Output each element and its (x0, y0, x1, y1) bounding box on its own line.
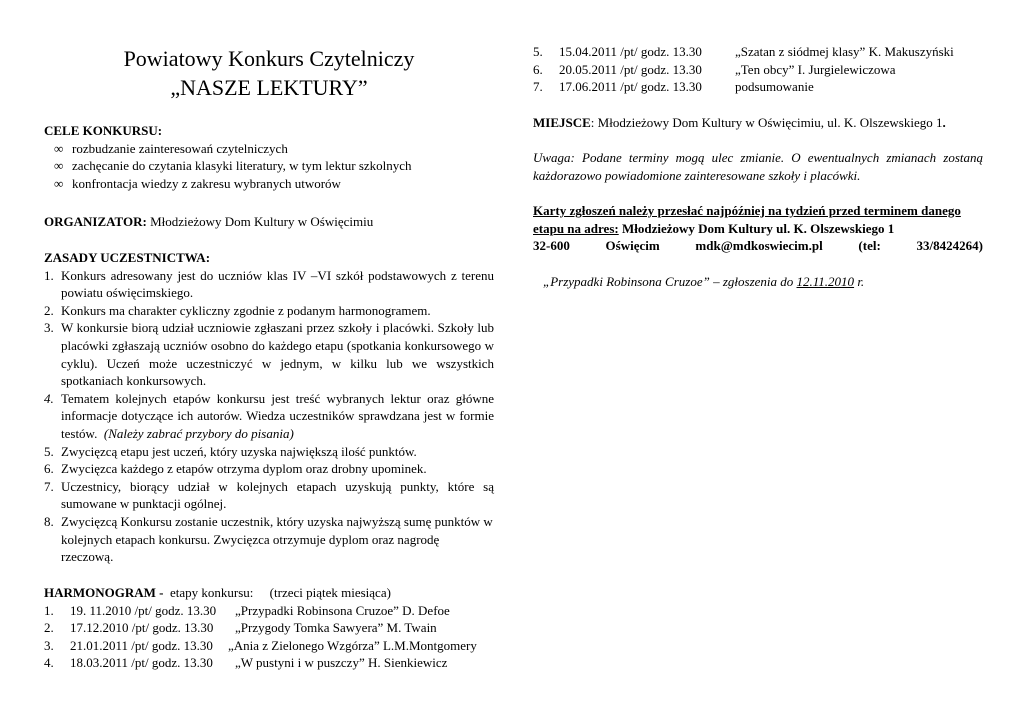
list-item (44, 443, 494, 461)
list-item (44, 267, 494, 302)
zgloszenia-text: „Przypadki Robinsona Cruzoe” – zgłoszenia do (543, 274, 794, 289)
zgloszenia-suffix: r. (857, 274, 865, 289)
infinity-bullet-icon: ∞ (54, 175, 64, 191)
schedule-number: 5. (533, 44, 543, 59)
cele-section (44, 122, 494, 192)
item-text: Zwycięzca każdego z etapów otrzyma dyplom oraz drobny upominek. (61, 461, 427, 477)
karty-line2 (533, 220, 983, 238)
page-title: Powiatowy Konkurs Czytelniczy (123, 46, 415, 71)
organizator-section (44, 213, 494, 231)
schedule-date: 17.06.2011 /pt/ godz. 13.30 (559, 79, 702, 95)
harmonogram-sub: etapy konkursu: (170, 585, 254, 600)
zgloszenia-date: 12.11.2010 (796, 274, 855, 289)
schedule-title: podsumowanie (735, 79, 814, 95)
karty-city: Oświęcim (605, 238, 660, 254)
harmonogram-label: HARMONOGRAM - (44, 585, 164, 600)
item-number: 1. (44, 267, 54, 283)
schedule-title: „Przypadki Robinsona Cruzoe” D. Defoe (235, 602, 450, 618)
item-number: 3. (44, 320, 54, 336)
schedule-row (44, 619, 494, 637)
harmonogram-section (44, 584, 494, 672)
schedule-row (533, 43, 983, 61)
miejsce-end: . (942, 115, 946, 130)
item-number: 4. (44, 390, 54, 406)
page-subtitle: „NASZE LEKTURY” (170, 75, 368, 100)
karty-address: Młodzieżowy Dom Kultury ul. K. Olszewskiego 1 (618, 220, 895, 236)
list-item (44, 460, 494, 478)
schedule-number: 6. (533, 61, 543, 77)
harmonogram-note: (trzeci piątek miesiąca) (269, 585, 391, 600)
miejsce-section (533, 114, 983, 132)
schedule-date: 18.03.2011 /pt/ godz. 13.30 (70, 655, 213, 671)
karty-line2-underlined: etapu na adres: (533, 220, 619, 236)
cele-item (44, 175, 494, 193)
schedule-date: 17.12.2010 /pt/ godz. 13.30 (70, 620, 214, 636)
list-item (44, 478, 494, 513)
item-text: Tematem kolejnych etapów konkursu jest treść wybranych lektur oraz główne informacje dotyczące ich autorów. Wiedza uczestników sprawdzana jest w formie testów. (61, 390, 494, 441)
schedule-row (533, 61, 983, 79)
item-text: Zwycięzcą etapu jest uczeń, który uzyska największą ilość punktów. (61, 443, 417, 459)
karty-section (533, 202, 983, 255)
schedule-title: „Szatan z siódmej klasy” K. Makuszyński (735, 44, 954, 59)
cele-item-text: konfrontacja wiedzy z zakresu wybranych utworów (72, 175, 341, 191)
karty-email: mdk@mdkoswiecim.pl (695, 238, 823, 254)
schedule-title: „Ania z Zielonego Wzgórza” L.M.Montgomery (228, 637, 477, 653)
cele-heading: CELE KONKURSU: (44, 123, 163, 138)
harmonogram-heading-row (44, 584, 494, 602)
infinity-bullet-icon: ∞ (54, 140, 64, 156)
schedule-number: 4. (44, 655, 54, 671)
karty-contact-row (533, 237, 983, 255)
cele-item-text: rozbudzanie zainteresowań czytelniczych (72, 140, 288, 156)
item-number: 5. (44, 443, 54, 459)
list-item (44, 513, 494, 566)
uwaga-note: Uwaga: Podane terminy mogą ulec zmianie. O ewentualnych zmianach zostaną każdorazowo powiadomione zainteresowane szkoły i placówki. (533, 150, 983, 183)
item-text-wrap (61, 390, 494, 443)
karty-tel-label: (tel: (858, 238, 881, 254)
schedule-number: 7. (533, 79, 543, 95)
item-text: W konkursie biorą udział uczniowie zgłaszani przez szkoły i placówki. Szkoły lub placówki zgłaszają uczniów osobno do każdego etapu (spotkania konkursowego w cyklu). Uczeń może uczestniczyć w jednym, w kilku lub we wszystkich spotkaniach konkursowych. (61, 320, 494, 389)
schedule-row (533, 78, 983, 96)
item-number: 8. (44, 513, 54, 529)
item-text: Konkurs ma charakter cykliczny zgodnie z podanym harmonogramem. (61, 302, 431, 318)
zasady-section (44, 249, 494, 566)
karty-line1: Karty zgłoszeń należy przesłać najpóźniej na tydzień przed terminem danego (533, 203, 961, 218)
karty-postal: 32-600 (533, 238, 570, 254)
list-item (44, 319, 494, 389)
schedule-date: 21.01.2011 /pt/ godz. 13.30 (70, 637, 213, 653)
organizator-label: ORGANIZATOR: (44, 214, 147, 229)
item-text: Konkurs adresowany jest do uczniów klas IV –VI szkół podstawowych z terenu powiatu oświęcimskiego. (61, 267, 494, 301)
cele-item (44, 140, 494, 158)
zgloszenia-line (543, 273, 993, 291)
schedule-continued (533, 43, 983, 96)
schedule-title: „Ten obcy” I. Jurgielewiczowa (735, 61, 896, 77)
schedule-date: 20.05.2011 /pt/ godz. 13.30 (559, 61, 702, 77)
schedule-row (44, 654, 494, 672)
list-item (44, 302, 494, 320)
zasady-list (44, 267, 494, 566)
schedule-date: 19. 11.2010 /pt/ godz. 13.30 (70, 602, 217, 618)
cele-item-text: zachęcanie do czytania klasyki literatury, w tym lektur szkolnych (72, 158, 412, 174)
item-number: 2. (44, 302, 54, 318)
infinity-bullet-icon: ∞ (54, 158, 64, 174)
miejsce-label: MIEJSCE (533, 115, 591, 130)
schedule-date: 15.04.2011 /pt/ godz. 13.30 (559, 44, 702, 59)
schedule-title: „Przygody Tomka Sawyera” M. Twain (235, 620, 437, 636)
item-text: Uczestnicy, biorący udział w kolejnych etapach uzyskują punkty, które są sumowane w punktacji ogólnej. (61, 478, 494, 512)
schedule-number: 2. (44, 620, 54, 636)
schedule-row (44, 637, 494, 655)
list-item (44, 390, 494, 443)
item-text: Zwycięzcą Konkursu zostanie uczestnik, który uzyska najwyższą sumę punktów w kolejnych etapach konkursu. Zwycięzca otrzymuje dyplom oraz nagrodę rzeczową. (61, 513, 493, 565)
cele-item (44, 157, 494, 175)
item-note: (Należy zabrać przybory do pisania) (103, 425, 294, 441)
miejsce-value: : Młodzieżowy Dom Kultury w Oświęcimiu, ul. K. Olszewskiego 1 (590, 115, 943, 130)
schedule-number: 1. (44, 602, 54, 618)
schedule-title: „W pustyni i w puszczy” H. Sienkiewicz (235, 655, 448, 671)
zasady-heading: ZASADY UCZESTNICTWA: (44, 250, 211, 265)
karty-tel: 33/8424264) (916, 238, 983, 254)
item-number: 6. (44, 461, 54, 477)
item-number: 7. (44, 478, 54, 494)
schedule-number: 3. (44, 637, 54, 653)
organizator-value: Młodzieżowy Dom Kultury w Oświęcimiu (150, 214, 374, 229)
schedule-row (44, 602, 494, 620)
